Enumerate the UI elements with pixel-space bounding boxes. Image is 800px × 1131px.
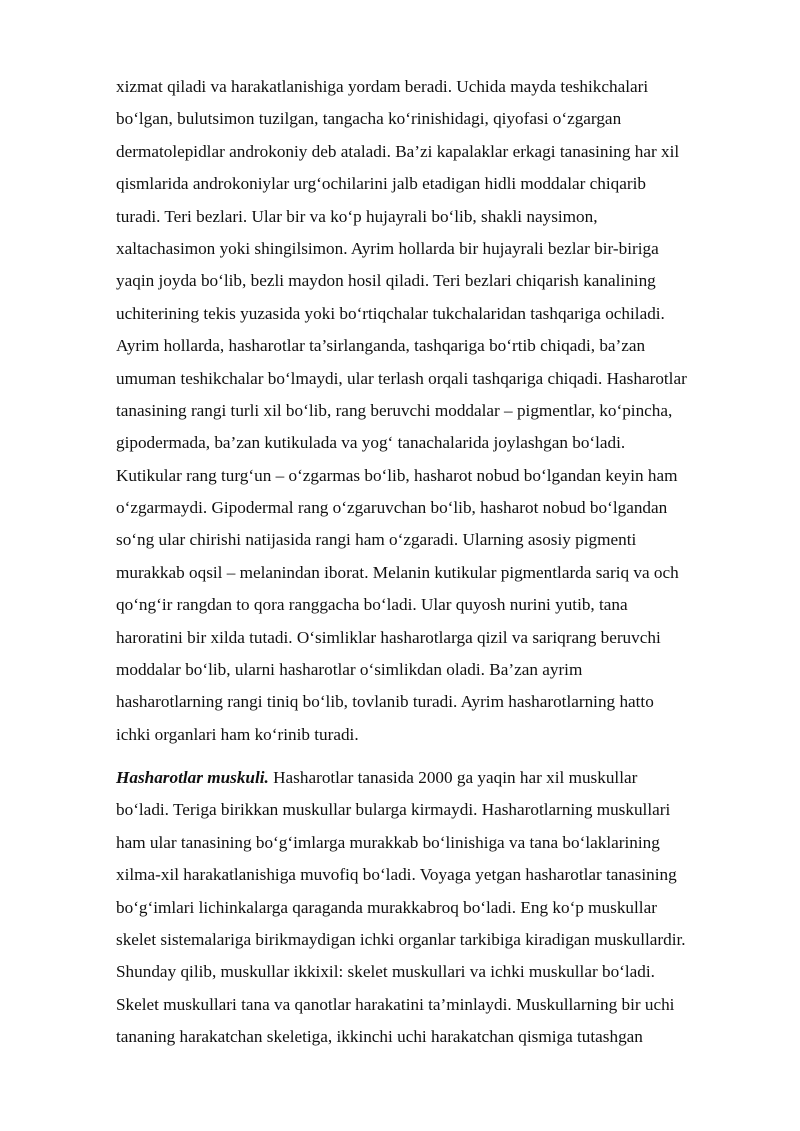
text-line: dermatolepidlar androkoniy deb ataladi. Ba’zi kapalaklar erkagi tanasining har xil — [116, 141, 680, 161]
text-line: Kutikular rang turg‘un – o‘zgarmas bo‘lib, hasharot nobud bo‘lgandan keyin ham — [116, 465, 678, 485]
paragraph-body-1 — [116, 71, 756, 751]
text-line: ichki organlari ham ko‘rinib turadi. — [116, 724, 359, 744]
text-line: Ayrim hollarda, hasharotlar ta’sirlanganda, tashqariga bo‘rtib chiqadi, ba’zan — [116, 336, 646, 356]
text-line: bo‘g‘imlari lichinkalarga qaraganda murakkabroq bo‘ladi. Eng ko‘p muskullar — [116, 897, 657, 917]
text-line: tananing harakatchan skeletiga, ikkinchi uchi harakatchan qismiga tutashgan — [116, 1027, 643, 1047]
text-line: murakkab oqsil – melanindan iborat. Melanin kutikular pigmentlarda sariq va och — [116, 562, 679, 582]
text-line: bo‘ladi. Teriga birikkan muskullar bularga kirmaydi. Hasharotlarning muskullari — [116, 800, 671, 820]
text-line: Skelet muskullari tana va qanotlar harakatini ta’minlaydi. Muskullarning bir uchi — [116, 994, 675, 1014]
text-line: xaltachasimon yoki shingilsimon. Ayrim hollarda bir hujayrali bezlar bir-biriga — [116, 238, 659, 258]
text-line: skelet sistemalariga birikmaydigan ichki organlar tarkibiga kiradigan muskullardir. — [116, 929, 686, 949]
text-line: so‘ng ular chirishi natijasida rangi ham o‘zgaradi. Ularning asosiy pigmenti — [116, 530, 637, 550]
text-line: gipodermada, ba’zan kutikulada va yog‘ tanachalarida joylashgan bo‘ladi. — [116, 433, 626, 453]
text-line — [116, 762, 756, 794]
text-line: tanasining rangi turli xil bo‘lib, rang beruvchi moddalar – pigmentlar, ko‘pincha, — [116, 400, 673, 420]
text-line: moddalar bo‘lib, ularni hasharotlar o‘simlikdan oladi. Ba’zan ayrim — [116, 660, 583, 680]
text-line: haroratini bir xilda tutadi. O‘simliklar hasharotlarga qizil va sariqrang beruvchi — [116, 627, 661, 647]
text-line: ham ular tanasining bo‘g‘imlarga murakkab bo‘linishiga va tana bo‘laklarining — [116, 832, 660, 852]
text-line: hasharotlarning rangi tiniq bo‘lib, tovlanib turadi. Ayrim hasharotlarning hatto — [116, 692, 654, 712]
heading-line-rest: Hasharotlar tanasida 2000 ga yaqin har xil muskullar — [268, 768, 638, 787]
text-line: yaqin joyda bo‘lib, bezli maydon hosil qiladi. Teri bezlari chiqarish kanalining — [116, 271, 656, 291]
text-line: uchiterining tekis yuzasida yoki bo‘rtiqchalar tukchalaridan tashqariga ochiladi. — [116, 303, 665, 323]
text-line: o‘zgarmaydi. Gipodermal rang o‘zgaruvchan bo‘lib, hasharot nobud bo‘lgandan — [116, 498, 668, 518]
text-line: umuman teshikchalar bo‘lmaydi, ular terlash orqali tashqariga chiqadi. Hasharotlar — [116, 368, 687, 388]
text-line: xizmat qiladi va harakatlanishiga yordam beradi. Uchida mayda teshikchalari — [116, 77, 649, 96]
text-line: Shunday qilib, muskullar ikkixil: skelet muskullari va ichki muskullar bo‘ladi. — [116, 962, 655, 982]
text-line: turadi. Teri bezlari. Ular bir va ko‘p hujayrali bo‘lib, shakli naysimon, — [116, 206, 598, 226]
text-line: qismlarida androkoniylar urg‘ochilarini jalb etadigan hidli moddalar chiqarib — [116, 174, 646, 194]
text-line: xilma-xil harakatlanishiga muvofiq bo‘ladi. Voyaga yetgan hasharotlar tanasining — [116, 865, 677, 885]
text-line: qo‘ng‘ir rangdan to qora ranggacha bo‘ladi. Ular quyosh nurini yutib, tana — [116, 595, 628, 615]
section-heading: Hasharotlar muskuli. — [116, 768, 269, 787]
paragraph-body-2 — [116, 762, 756, 1054]
text-line: bo‘lgan, bulutsimon tuzilgan, tangacha ko‘rinishidagi, qiyofasi o‘zgargan — [116, 109, 622, 129]
